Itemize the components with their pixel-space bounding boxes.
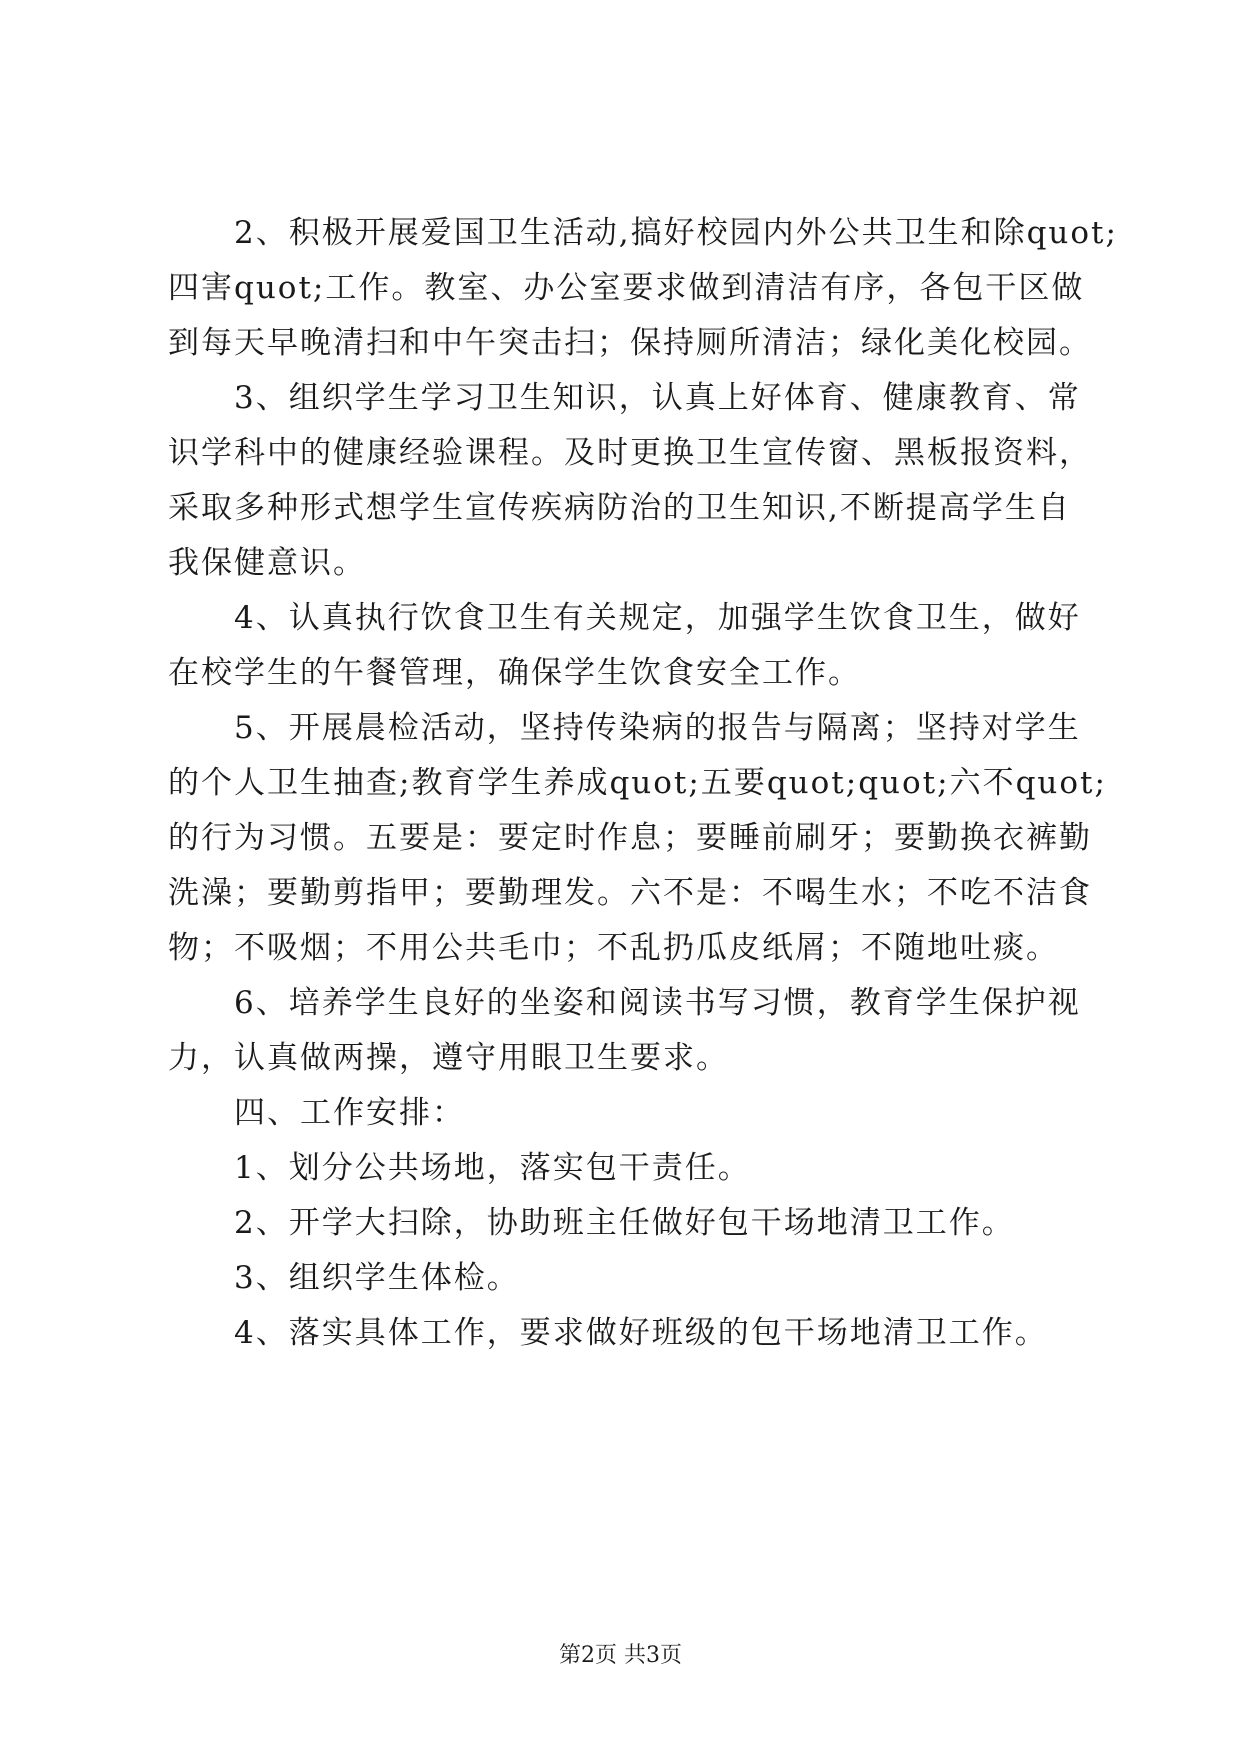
text-line: 采取多种形式想学生宣传疾病防治的卫生知识,不断提高学生自 — [168, 490, 1071, 526]
text-line: 3、组织学生体检。 — [168, 1260, 520, 1296]
text-line: 力，认真做两操，遵守用眼卫生要求。 — [168, 1040, 729, 1076]
text-line: 洗澡；要勤剪指甲；要勤理发。六不是：不喝生水；不吃不洁食 — [168, 875, 1092, 911]
text-line: 我保健意识。 — [168, 545, 366, 581]
text-line: 4、认真执行饮食卫生有关规定，加强学生饮食卫生，做好 — [168, 600, 1081, 636]
text-line: 5、开展晨检活动，坚持传染病的报告与隔离；坚持对学生 — [168, 710, 1081, 746]
text-line: 2、积极开展爱国卫生活动,搞好校园内外公共卫生和除quot; — [168, 215, 1118, 251]
text-line: 到每天早晚清扫和中午突击扫；保持厕所清洁；绿化美化校园。 — [168, 325, 1092, 361]
text-line: 物；不吸烟；不用公共毛巾；不乱扔瓜皮纸屑；不随地吐痰。 — [168, 930, 1059, 966]
text-line: 的行为习惯。五要是：要定时作息；要睡前刷牙；要勤换衣裤勤 — [168, 820, 1092, 856]
text-line: 1、划分公共场地，落实包干责任。 — [168, 1150, 751, 1186]
text-line: 6、培养学生良好的坐姿和阅读书写习惯，教育学生保护视 — [168, 985, 1081, 1021]
section-heading: 四、工作安排： — [168, 1095, 465, 1131]
text-line: 2、开学大扫除，协助班主任做好包干场地清卫工作。 — [168, 1205, 1015, 1241]
text-line: 的个人卫生抽查;教育学生养成quot;五要quot;quot;六不quot; — [168, 765, 1107, 801]
page-number-footer: 第2页 共3页 — [559, 1643, 682, 1668]
text-line: 3、组织学生学习卫生知识，认真上好体育、健康教育、常 — [168, 380, 1081, 416]
text-line: 四害quot;工作。教室、办公室要求做到清洁有序，各包干区做 — [168, 270, 1085, 306]
text-line: 4、落实具体工作，要求做好班级的包干场地清卫工作。 — [168, 1315, 1048, 1351]
text-line: 识学科中的健康经验课程。及时更换卫生宣传窗、黑板报资料， — [168, 435, 1092, 471]
text-line: 在校学生的午餐管理，确保学生饮食安全工作。 — [168, 655, 861, 691]
